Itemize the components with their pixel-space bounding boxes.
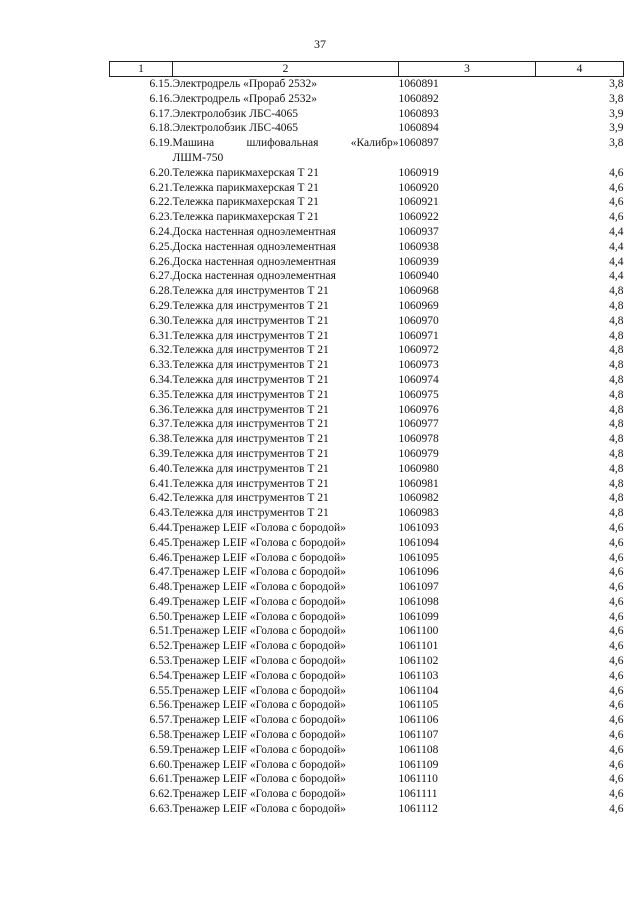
row-code: 1060920 — [398, 181, 439, 194]
row-code: 1061102 — [398, 655, 439, 668]
row-number: 6.56. — [149, 699, 173, 712]
row-value: 4,6 — [609, 729, 624, 742]
row-number: 6.63. — [149, 803, 173, 816]
row-code: 1060919 — [398, 166, 439, 179]
row-name: Тренажер LEIF «Голова с бородой» — [172, 714, 346, 727]
row-name: Тележка для инструментов Т 21 — [172, 418, 329, 431]
table-row — [110, 373, 624, 388]
row-name: Тележка для инструментов Т 21 — [172, 285, 329, 298]
row-code: 1061099 — [398, 610, 439, 623]
row-value: 4,8 — [609, 285, 624, 298]
row-number: 6.41. — [149, 477, 173, 490]
table-row — [110, 462, 624, 477]
row-number: 6.40. — [149, 462, 173, 475]
row-code: 1061103 — [398, 669, 439, 682]
row-code: 1060977 — [398, 418, 439, 431]
table-row — [110, 403, 624, 418]
row-number: 6.17. — [149, 107, 173, 120]
row-code: 1060937 — [398, 225, 439, 238]
row-value: 4,4 — [609, 255, 624, 268]
row-code: 1060921 — [398, 196, 439, 209]
row-number: 6.46. — [149, 551, 173, 564]
row-number: 6.28. — [149, 285, 173, 298]
row-value: 4,6 — [609, 211, 624, 224]
row-number: 6.16. — [149, 92, 173, 105]
row-name: Тренажер LEIF «Голова с бородой» — [172, 729, 346, 742]
row-name: Тележка парикмахерская Т 21 — [172, 166, 319, 179]
table-row — [110, 358, 624, 373]
row-value: 4,6 — [609, 625, 624, 638]
row-code: 1061096 — [398, 566, 439, 579]
row-name: Тренажер LEIF «Голова с бородой» — [172, 773, 346, 786]
row-code: 1060897 — [398, 137, 439, 150]
row-number: 6.45. — [149, 536, 173, 549]
row-number: 6.24. — [149, 225, 173, 238]
table-row — [110, 551, 624, 566]
row-code: 1060922 — [398, 211, 439, 224]
table-row — [110, 92, 624, 107]
header-col-4: 4 — [536, 62, 624, 77]
row-code: 1061098 — [398, 595, 439, 608]
table-header — [110, 62, 624, 77]
row-name: Тележка для инструментов Т 21 — [172, 462, 329, 475]
row-number: 6.54. — [149, 669, 173, 682]
table-row — [110, 299, 624, 314]
header-col-1: 1 — [110, 62, 173, 77]
table-row — [110, 565, 624, 580]
row-name: Электродрель «Прораб 2532» — [172, 92, 318, 105]
row-name: Тренажер LEIF «Голова с бородой» — [172, 640, 346, 653]
row-code: 1060972 — [398, 344, 439, 357]
row-code: 1061094 — [398, 536, 439, 549]
row-value: 4,8 — [609, 299, 624, 312]
row-number: 6.31. — [149, 329, 173, 342]
table-row — [110, 269, 624, 284]
row-code: 1060940 — [398, 270, 439, 283]
row-number: 6.44. — [149, 521, 173, 534]
row-number: 6.32. — [149, 344, 173, 357]
table-row — [110, 77, 624, 92]
row-code: 1061093 — [398, 521, 439, 534]
row-number: 6.19. — [149, 137, 173, 150]
row-name: Тренажер LEIF «Голова с бородой» — [172, 699, 346, 712]
row-code: 1061097 — [398, 581, 439, 594]
row-number: 6.49. — [149, 595, 173, 608]
row-value: 4,4 — [609, 225, 624, 238]
table-row — [110, 491, 624, 506]
table-row — [110, 240, 624, 255]
table-row — [110, 669, 624, 684]
row-value: 4,8 — [609, 388, 624, 401]
row-value: 4,8 — [609, 507, 624, 520]
row-value: 4,8 — [609, 314, 624, 327]
table-row — [110, 121, 624, 136]
row-number: 6.50. — [149, 610, 173, 623]
row-code: 1061108 — [398, 743, 439, 756]
row-name: Электролобзик ЛБС-4065 — [172, 122, 299, 135]
row-number: 6.55. — [149, 684, 173, 697]
row-code: 1060976 — [398, 403, 439, 416]
row-name: Тренажер LEIF «Голова с бородой» — [172, 595, 346, 608]
table-row — [110, 610, 624, 625]
row-value: 3,9 — [609, 107, 624, 120]
header-col-2: 2 — [173, 62, 399, 77]
row-code: 1060968 — [398, 285, 439, 298]
row-name: Тележка для инструментов Т 21 — [172, 403, 329, 416]
row-value: 4,8 — [609, 359, 624, 372]
table-row — [110, 772, 624, 787]
row-value: 4,6 — [609, 196, 624, 209]
row-value: 4,6 — [609, 714, 624, 727]
row-number: 6.21. — [149, 181, 173, 194]
table-row — [110, 314, 624, 329]
row-number: 6.36. — [149, 403, 173, 416]
row-code: 1061105 — [398, 699, 439, 712]
row-code: 1060978 — [398, 433, 439, 446]
table-row — [110, 432, 624, 447]
row-value: 4,6 — [609, 773, 624, 786]
table-row — [110, 195, 624, 210]
table-row — [110, 536, 624, 551]
row-number: 6.34. — [149, 373, 173, 386]
row-number: 6.53. — [149, 655, 173, 668]
row-value: 4,8 — [609, 329, 624, 342]
row-number: 6.26. — [149, 255, 173, 268]
row-code: 1061095 — [398, 551, 439, 564]
table-row — [110, 284, 624, 299]
row-code: 1061109 — [398, 758, 439, 771]
row-code: 1060971 — [398, 329, 439, 342]
header-row — [110, 62, 624, 77]
row-name: Тележка для инструментов Т 21 — [172, 447, 329, 460]
row-value: 3,8 — [609, 92, 624, 105]
table-row — [110, 343, 624, 358]
table-row — [110, 181, 624, 196]
row-number: 6.43. — [149, 507, 173, 520]
row-value: 4,6 — [609, 788, 624, 801]
row-number: 6.20. — [149, 166, 173, 179]
table-row — [110, 388, 624, 403]
row-value: 4,8 — [609, 492, 624, 505]
row-number: 6.30. — [149, 314, 173, 327]
row-name: Тележка для инструментов Т 21 — [172, 314, 329, 327]
row-name: Тренажер LEIF «Голова с бородой» — [172, 788, 346, 801]
row-name — [173, 136, 399, 166]
table-row — [110, 624, 624, 639]
row-code: 1061100 — [398, 625, 439, 638]
row-name: Тренажер LEIF «Голова с бородой» — [172, 581, 346, 594]
row-value: 4,6 — [609, 581, 624, 594]
row-name: Тележка для инструментов Т 21 — [172, 477, 329, 490]
table-row — [110, 743, 624, 758]
table-row — [110, 417, 624, 432]
row-code: 1060983 — [398, 507, 439, 520]
row-name: Тренажер LEIF «Голова с бородой» — [172, 521, 346, 534]
row-number: 6.62. — [149, 788, 173, 801]
row-value: 4,6 — [609, 640, 624, 653]
row-value: 4,8 — [609, 462, 624, 475]
table-row — [110, 758, 624, 773]
table-row — [110, 225, 624, 240]
row-code: 1060973 — [398, 359, 439, 372]
row-code: 1060938 — [398, 240, 439, 253]
table-row — [110, 210, 624, 225]
row-name: Доска настенная одноэлементная — [172, 225, 336, 238]
row-number: 6.60. — [149, 758, 173, 771]
row-name: Тележка для инструментов Т 21 — [172, 373, 329, 386]
table-row — [110, 698, 624, 713]
row-name: Тележка для инструментов Т 21 — [172, 492, 329, 505]
row-name: Тренажер LEIF «Голова с бородой» — [172, 803, 346, 816]
row-code: 1060970 — [398, 314, 439, 327]
row-name: Тележка для инструментов Т 21 — [172, 359, 329, 372]
row-number: 6.25. — [149, 240, 173, 253]
row-name: Доска настенная одноэлементная — [172, 270, 336, 283]
row-number: 6.38. — [149, 433, 173, 446]
row-name: Тележка для инструментов Т 21 — [172, 329, 329, 342]
row-code: 1060981 — [398, 477, 439, 490]
table-row — [110, 166, 624, 181]
row-code: 1060982 — [398, 492, 439, 505]
row-value: 4,6 — [609, 699, 624, 712]
table-row — [110, 580, 624, 595]
row-value: 4,6 — [609, 655, 624, 668]
row-name: Тренажер LEIF «Голова с бородой» — [172, 655, 346, 668]
row-name: Тележка для инструментов Т 21 — [172, 433, 329, 446]
table-row — [110, 787, 624, 802]
table-row — [110, 595, 624, 610]
row-value: 4,6 — [609, 669, 624, 682]
row-name: Тренажер LEIF «Голова с бородой» — [172, 536, 346, 549]
table-row — [110, 521, 624, 536]
row-number: 6.58. — [149, 729, 173, 742]
row-name: Тренажер LEIF «Голова с бородой» — [172, 684, 346, 697]
row-value: 4,8 — [609, 403, 624, 416]
row-number: 6.35. — [149, 388, 173, 401]
row-value: 4,4 — [609, 270, 624, 283]
row-value: 4,8 — [609, 477, 624, 490]
table-row — [110, 477, 624, 492]
row-number: 6.51. — [149, 625, 173, 638]
row-value: 4,6 — [609, 595, 624, 608]
equipment-table — [109, 61, 624, 817]
row-value: 4,6 — [609, 521, 624, 534]
row-name: Тренажер LEIF «Голова с бородой» — [172, 758, 346, 771]
table-row — [110, 447, 624, 462]
row-code: 1060974 — [398, 373, 439, 386]
table-row — [110, 684, 624, 699]
table-row — [110, 639, 624, 654]
row-value: 3,9 — [609, 122, 624, 135]
row-value: 3,8 — [609, 78, 624, 90]
row-name: Электродрель «Прораб 2532» — [172, 78, 318, 90]
row-value: 4,6 — [609, 743, 624, 756]
row-number: 6.15. — [149, 78, 173, 90]
row-value: 4,6 — [609, 684, 624, 697]
row-number: 6.33. — [149, 359, 173, 372]
row-number: 6.42. — [149, 492, 173, 505]
table-row — [110, 713, 624, 728]
table-row — [110, 107, 624, 122]
row-number: 6.18. — [149, 122, 173, 135]
row-number: 6.48. — [149, 581, 173, 594]
table-row — [110, 728, 624, 743]
row-name: Тренажер LEIF «Голова с бородой» — [172, 625, 346, 638]
row-name: Тележка для инструментов Т 21 — [172, 507, 329, 520]
page-number: 37 — [314, 37, 326, 51]
row-value: 4,6 — [609, 166, 624, 179]
row-code: 1060975 — [398, 388, 439, 401]
row-value: 4,8 — [609, 418, 624, 431]
row-number: 6.47. — [149, 566, 173, 579]
table-row — [110, 329, 624, 344]
row-name: Доска настенная одноэлементная — [172, 240, 336, 253]
row-name: Электролобзик ЛБС-4065 — [172, 107, 299, 120]
row-code: 1061111 — [398, 788, 438, 801]
row-value: 4,8 — [609, 433, 624, 446]
row-number: 6.29. — [149, 299, 173, 312]
row-number: 6.61. — [149, 773, 173, 786]
table-row — [110, 654, 624, 669]
row-name: Тренажер LEIF «Голова с бородой» — [172, 669, 346, 682]
row-code: 1060894 — [398, 122, 439, 135]
row-value: 4,6 — [609, 610, 624, 623]
row-value: 3,8 — [609, 137, 624, 150]
row-name: Тренажер LEIF «Голова с бородой» — [172, 566, 346, 579]
table-row — [110, 506, 624, 521]
row-code: 1061104 — [398, 684, 439, 697]
table-row — [110, 255, 624, 270]
row-code: 1060979 — [398, 447, 439, 460]
row-number: 6.59. — [149, 743, 173, 756]
row-value: 4,8 — [609, 373, 624, 386]
row-name: Тележка для инструментов Т 21 — [172, 344, 329, 357]
row-name-line-2: ЛШМ-750 — [172, 151, 224, 164]
row-value: 4,6 — [609, 181, 624, 194]
table-row — [110, 802, 624, 817]
row-number: 6.52. — [149, 640, 173, 653]
row-name: Доска настенная одноэлементная — [172, 255, 336, 268]
row-value: 4,4 — [609, 240, 624, 253]
row-name: Тележка парикмахерская Т 21 — [172, 196, 319, 209]
row-code: 1060969 — [398, 299, 439, 312]
row-code: 1060892 — [398, 92, 439, 105]
row-name-line-1: Машина шлифовальная «Калибр» — [172, 137, 399, 150]
row-name: Тележка парикмахерская Т 21 — [172, 211, 319, 224]
row-code: 1061106 — [398, 714, 439, 727]
row-value: 4,6 — [609, 536, 624, 549]
row-number: 6.22. — [149, 196, 173, 209]
table-row — [110, 136, 624, 166]
table-body — [110, 77, 624, 817]
row-value: 4,6 — [609, 566, 624, 579]
row-code: 1061110 — [398, 773, 438, 786]
row-code: 1060891 — [398, 78, 439, 90]
row-code: 1061101 — [398, 640, 439, 653]
row-number: 6.39. — [149, 447, 173, 460]
row-code: 1060980 — [398, 462, 439, 475]
row-value: 4,6 — [609, 758, 624, 771]
row-code: 1061112 — [398, 803, 438, 816]
row-value: 4,8 — [609, 344, 624, 357]
row-code: 1060893 — [398, 107, 439, 120]
row-value: 4,6 — [609, 551, 624, 564]
row-value: 4,6 — [609, 803, 624, 816]
row-value: 4,8 — [609, 447, 624, 460]
row-number: 6.37. — [149, 418, 173, 431]
row-number: 6.27. — [149, 270, 173, 283]
row-code: 1061107 — [398, 729, 439, 742]
row-name: Тренажер LEIF «Голова с бородой» — [172, 743, 346, 756]
row-name: Тележка для инструментов Т 21 — [172, 299, 329, 312]
row-name: Тележка для инструментов Т 21 — [172, 388, 329, 401]
row-name: Тренажер LEIF «Голова с бородой» — [172, 551, 346, 564]
row-name: Тренажер LEIF «Голова с бородой» — [172, 610, 346, 623]
row-number: 6.57. — [149, 714, 173, 727]
row-name: Тележка парикмахерская Т 21 — [172, 181, 319, 194]
row-code: 1060939 — [398, 255, 439, 268]
header-col-3: 3 — [399, 62, 536, 77]
row-number: 6.23. — [149, 211, 173, 224]
